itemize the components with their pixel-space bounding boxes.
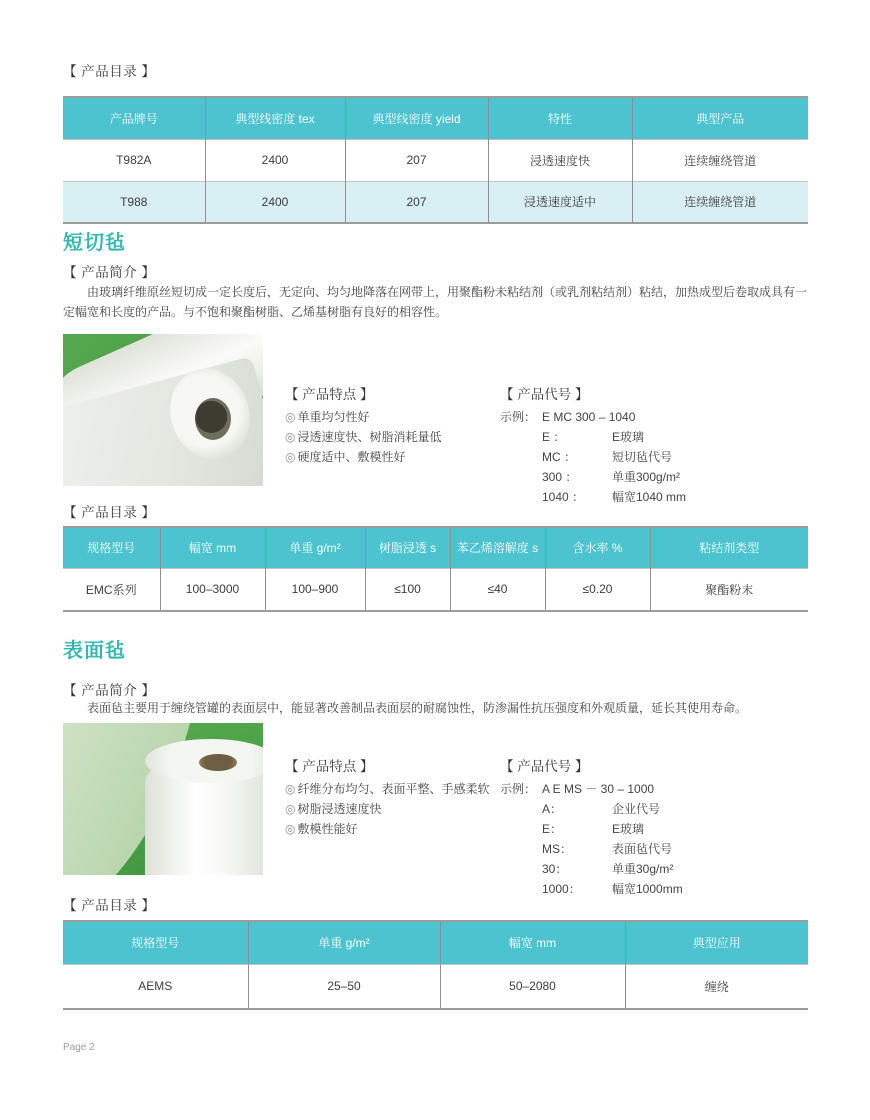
code-row (500, 819, 800, 839)
surface-codes-label: 【 产品代号 】 (500, 759, 589, 774)
column-header: 特性 (488, 97, 632, 139)
column-header: 单重 g/m² (248, 921, 440, 964)
top-catalog-label: 【 产品目录 】 (63, 64, 156, 79)
chopped-catalog-table (63, 526, 808, 612)
table-cell: T988 (63, 181, 205, 223)
surface-intro-text: 表面毡主要用于缠绕管罐的表面层中，能显著改善制品表面层的耐腐蚀性，防渗漏性抗压强度和外观质量，延长其使用寿命。 (87, 701, 748, 715)
bullet-icon: ◎ (285, 410, 296, 424)
table-cell: ≤40 (450, 568, 545, 611)
table-header-row (63, 921, 808, 964)
example-prefix: 示例： (500, 782, 537, 796)
code-desc: 单重30g/m² (612, 862, 674, 876)
code-row (500, 859, 800, 879)
chopped-mat-photo (63, 334, 263, 486)
code-term: 1000： (542, 882, 581, 896)
feature-item (285, 819, 500, 839)
bullet-icon: ◎ (285, 802, 296, 816)
table-cell: T982A (63, 139, 205, 181)
column-header: 苯乙烯溶解度 s (450, 527, 545, 568)
column-header: 规格型号 (63, 921, 248, 964)
feature-text: 单重均匀性好 (297, 410, 370, 424)
column-header: 粘结剂类型 (650, 527, 808, 568)
table-cell: 207 (345, 139, 488, 181)
code-term: E： (542, 822, 563, 836)
table-cell: 50–2080 (440, 964, 625, 1009)
table-cell: 聚酯粉末 (650, 568, 808, 611)
code-term: A： (542, 802, 563, 816)
table-cell: 25–50 (248, 964, 440, 1009)
code-row (500, 799, 800, 819)
column-header: 树脂浸透 s (365, 527, 450, 568)
chopped-codes (500, 383, 800, 507)
code-term: 1040 ： (542, 490, 585, 504)
table-cell: 2400 (205, 181, 345, 223)
table-row (63, 568, 808, 611)
top-catalog-table (63, 96, 808, 224)
table-header-row (63, 97, 808, 139)
chopped-features (285, 383, 495, 467)
code-desc: 企业代号 (612, 802, 661, 816)
code-desc: 幅宽1000mm (612, 882, 683, 896)
chopped-codes-label: 【 产品代号 】 (500, 387, 589, 402)
example-prefix: 示例： (500, 410, 537, 424)
code-desc: 短切毡代号 (612, 450, 673, 464)
feature-item (285, 799, 500, 819)
page-number: Page 2 (63, 1042, 95, 1053)
bullet-icon: ◎ (285, 450, 296, 464)
table-cell: ≤100 (365, 568, 450, 611)
bullet-icon: ◎ (285, 822, 296, 836)
column-header: 产品牌号 (63, 97, 205, 139)
feature-text: 敷模性能好 (297, 822, 358, 836)
code-desc: 表面毡代号 (612, 842, 673, 856)
code-example-row (500, 407, 800, 427)
code-desc: 幅宽1040 mm (612, 490, 687, 504)
code-desc: E玻璃 (612, 822, 645, 836)
bullet-icon: ◎ (285, 782, 296, 796)
table-cell: 连续缠绕管道 (632, 181, 808, 223)
column-header: 典型应用 (625, 921, 808, 964)
feature-text: 硬度适中、敷模性好 (297, 450, 406, 464)
feature-item (285, 407, 495, 427)
surface-intro-label: 【 产品简介 】 (63, 683, 156, 698)
feature-text: 浸透速度快、树脂消耗量低 (297, 430, 442, 444)
feature-item (285, 447, 495, 467)
table-row (63, 181, 808, 223)
code-term: 30： (542, 862, 568, 876)
table-cell: 207 (345, 181, 488, 223)
surface-features (285, 755, 500, 839)
feature-text: 树脂浸透速度快 (297, 802, 382, 816)
table-cell: 缠绕 (625, 964, 808, 1009)
table-cell: AEMS (63, 964, 248, 1009)
code-row (500, 427, 800, 447)
feature-item (285, 427, 495, 447)
table-cell: 浸透速度快 (488, 139, 632, 181)
chopped-intro-label: 【 产品简介 】 (63, 265, 156, 280)
column-header: 典型线密度 yield (345, 97, 488, 139)
code-row (500, 487, 800, 507)
code-term: 300 ： (542, 470, 578, 484)
table-row (63, 139, 808, 181)
table-row (63, 964, 808, 1009)
example-code: E MC 300 – 1040 (542, 410, 636, 424)
chopped-intro-text: 由玻璃纤维原丝短切成一定长度后，无定向、均匀地降落在网带上，用聚酯粉未粘结剂（或乳剂粘结剂）粘结，加热成型后卷取成具有一定幅宽和长度的产品。与不饱和聚酯树脂、乙烯基树脂有良好的相容性。 (63, 285, 808, 319)
column-header: 典型产品 (632, 97, 808, 139)
surface-mat-photo (63, 723, 263, 875)
feature-item (285, 779, 500, 799)
code-desc: 单重300g/m² (612, 470, 681, 484)
code-desc: E玻璃 (612, 430, 645, 444)
chopped-features-label: 【 产品特点 】 (285, 387, 374, 402)
column-header: 典型线密度 tex (205, 97, 345, 139)
code-row (500, 839, 800, 859)
table-cell: 2400 (205, 139, 345, 181)
code-term: MS： (542, 842, 573, 856)
table-cell: 浸透速度适中 (488, 181, 632, 223)
veil-roll-core-shape (199, 754, 237, 771)
section-title-chopped-mat: 短切毡 (63, 232, 126, 254)
surface-catalog-label: 【 产品目录 】 (63, 898, 156, 913)
column-header: 幅宽 mm (160, 527, 265, 568)
chopped-catalog-label: 【 产品目录 】 (63, 505, 156, 520)
column-header: 单重 g/m² (265, 527, 365, 568)
bullet-icon: ◎ (285, 430, 296, 444)
mat-roll-core-shape (195, 398, 231, 440)
table-cell: 连续缠绕管道 (632, 139, 808, 181)
surface-features-label: 【 产品特点 】 (285, 759, 374, 774)
table-cell: ≤0.20 (545, 568, 650, 611)
code-example-row (500, 779, 800, 799)
table-cell: 100–900 (265, 568, 365, 611)
code-row (500, 879, 800, 899)
code-row (500, 467, 800, 487)
surface-codes (500, 755, 800, 899)
column-header: 规格型号 (63, 527, 160, 568)
column-header: 含水率 % (545, 527, 650, 568)
table-cell: 100–3000 (160, 568, 265, 611)
code-row (500, 447, 800, 467)
section-title-surface-mat: 表面毡 (63, 640, 126, 662)
example-code: A E MS － 30 – 1000 (542, 782, 655, 796)
table-cell: EMC系列 (63, 568, 160, 611)
feature-text: 纤维分布均匀、表面平整、手感柔软 (297, 782, 490, 796)
surface-catalog-table (63, 920, 808, 1010)
table-header-row (63, 527, 808, 568)
column-header: 幅宽 mm (440, 921, 625, 964)
code-term: MC ： (542, 450, 576, 464)
code-term: E ： (542, 430, 566, 444)
